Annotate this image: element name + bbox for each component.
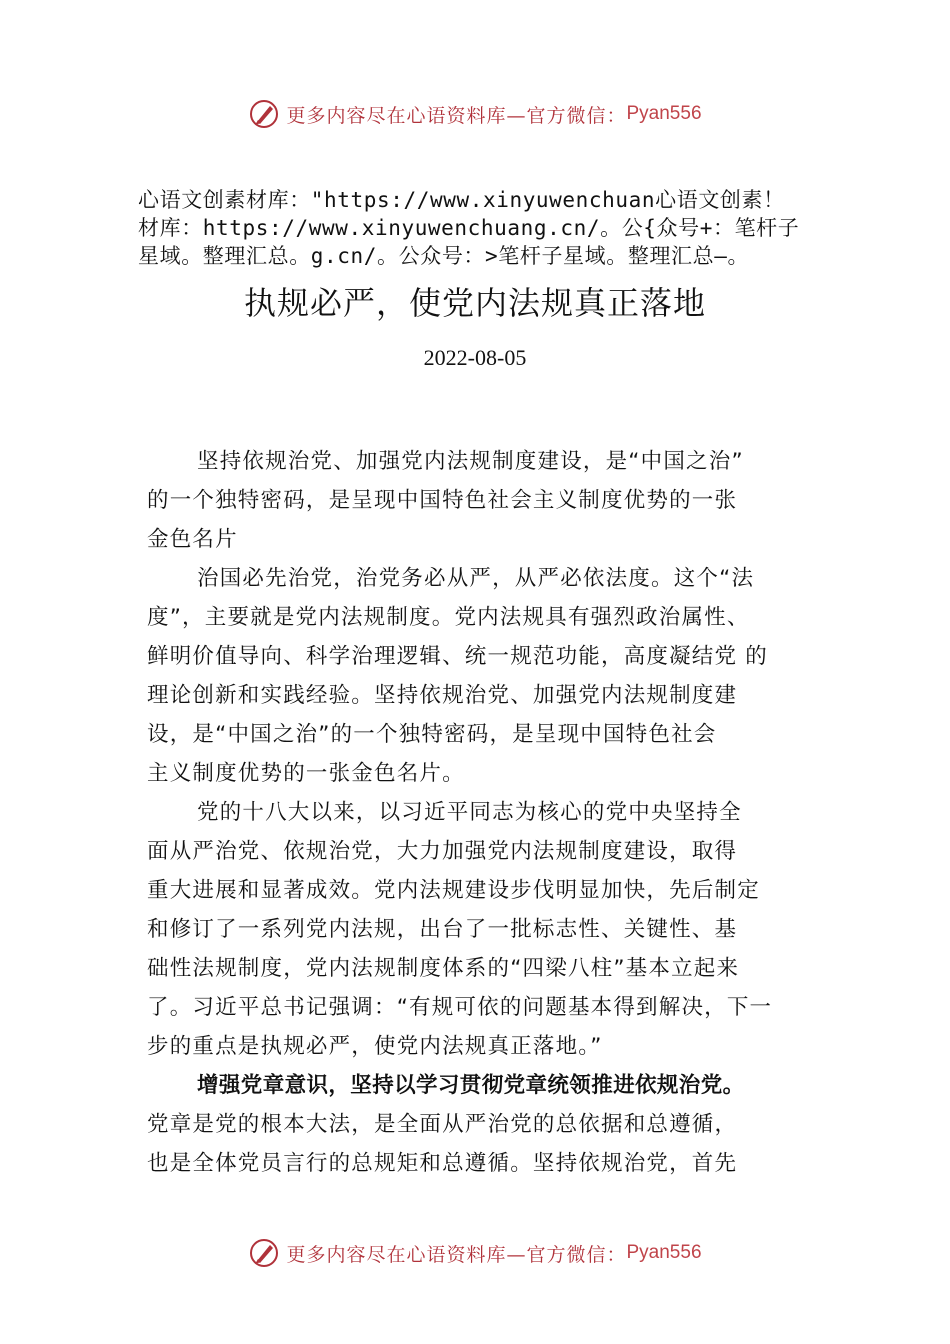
body-line: 也是全体党员言行的总规矩和总遵循。坚持依规治党，首先 [147, 1151, 738, 1176]
banner-wechat-id: Pyan556 [626, 1242, 702, 1263]
banner-text: 更多内容尽在心语资料库—官方微信： [286, 1243, 627, 1266]
body-line: 坚持依规治党、加强党内法规制度建设，是“中国之治” [197, 449, 744, 474]
banner-wechat-id: Pyan556 [626, 103, 702, 124]
body-line: 党章是党的根本大法，是全面从严治党的总依据和总遵循， [147, 1112, 738, 1137]
body-line: 金色名片 [147, 527, 238, 552]
body-line: 党的十八大以来，以习近平同志为核心的党中央坚持全 [197, 800, 742, 825]
article-title: 执规必严，使党内法规真正落地 [243, 284, 706, 322]
body-line: 步的重点是执规必严，使党内法规真正落地。” [147, 1034, 603, 1059]
pen-logo-icon [248, 1237, 280, 1269]
body-line: 主义制度优势的一张金色名片。 [147, 761, 465, 786]
body-line: 重大进展和显著成效。党内法规建设步伐明显加快，先后制定 [147, 878, 760, 903]
article-date: 2022-08-05 [423, 345, 527, 370]
article-body [147, 442, 837, 1183]
body-line: 治国必先治党，治党务必从严，从严必依法度。这个“法 [197, 566, 755, 591]
body-line: 面从严治党、依规治党，大力加强党内法规制度建设，取得 [147, 839, 738, 864]
header-line: 心语文创素材库："https://www.xinyuwenchuan心语文创素！ [138, 188, 785, 212]
body-line: 增强党章意识，坚持以学习贯彻党章统领推进依规治党。 [197, 1073, 745, 1098]
body-line: 设，是“中国之治”的一个独特密码，是呈现中国特色社会 [147, 722, 717, 747]
header-line: 星域。整理汇总。g.cn/。公众号：>笔杆子星域。整理汇总—。 [138, 244, 750, 268]
source-header [138, 186, 858, 270]
banner-text: 更多内容尽在心语资料库—官方微信： [286, 104, 627, 127]
body-line: 了。习近平总书记强调：“有规可依的问题基本得到解决，下一 [147, 995, 773, 1020]
body-line: 度”，主要就是党内法规制度。党内法规具有强烈政治属性、 [147, 605, 750, 630]
body-line: 础性法规制度，党内法规制度体系的“四梁八柱”基本立起来 [147, 956, 740, 981]
top-banner [0, 94, 950, 134]
pen-logo-icon [248, 98, 280, 130]
bottom-banner [0, 1233, 950, 1273]
body-line: 理论创新和实践经验。坚持依规治党、加强党内法规制度建 [147, 683, 738, 708]
body-line: 和修订了一系列党内法规，出台了一批标志性、关键性、基 [147, 917, 738, 942]
body-line: 的一个独特密码，是呈现中国特色社会主义制度优势的一张 [147, 488, 738, 513]
body-line: 鲜明价值导向、科学治理逻辑、统一规范功能，高度凝结党 的 [147, 644, 768, 669]
header-line: 材库：https://www.xinyuwenchuang.cn/。公{众号+：笔杆子 [138, 216, 800, 240]
